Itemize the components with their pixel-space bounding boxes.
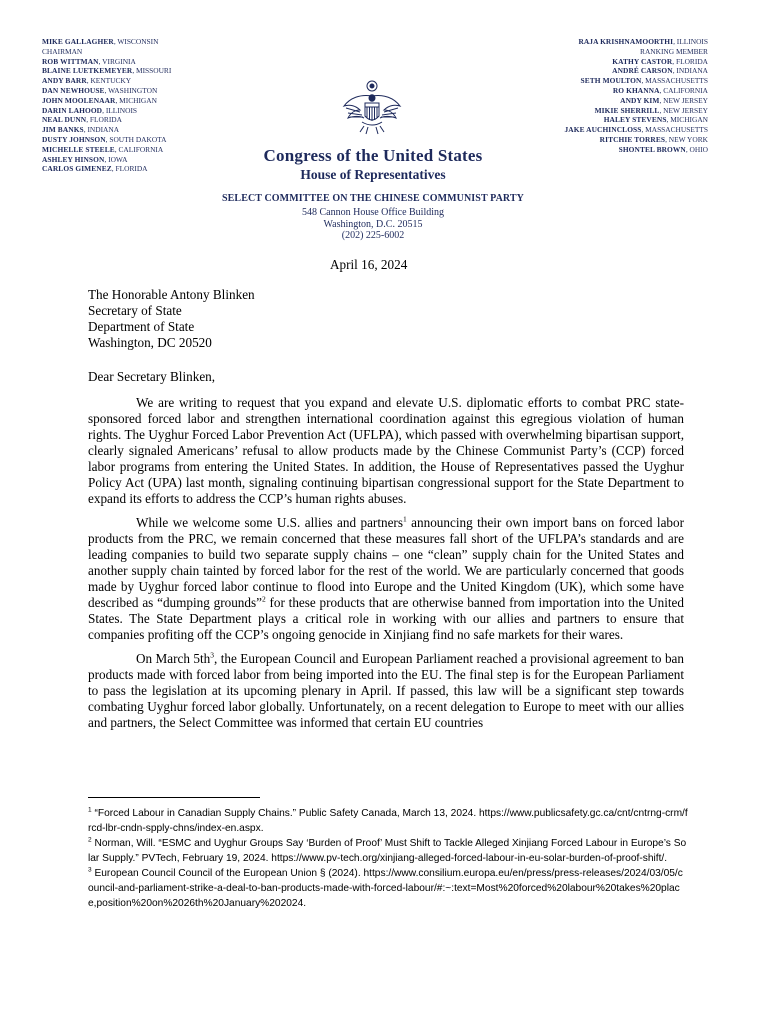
roster-member: JIM BANKS, INDIANA <box>42 125 120 135</box>
footnote-ref: 2 <box>261 594 266 604</box>
roster-member: RITCHIE TORRES, NEW YORK <box>599 134 708 144</box>
recipient-line: Secretary of State <box>88 303 182 318</box>
footnote-ref: 3 <box>210 650 215 660</box>
roster-member: DARIN LAHOOD, ILLINOIS <box>42 105 138 115</box>
roster-member: MIKIE SHERRILL, NEW JERSEY <box>594 105 708 115</box>
roster-member: RO KHANNA, CALIFORNIA <box>612 85 708 95</box>
roster-member: SETH MOULTON, MASSACHUSETTS <box>580 76 708 86</box>
footnote: $^1$ “Forced Labour in Canadian Supply Chains.” Public Safety Canada, March 13, 2024. https://www.publicsafety.gc.ca/cnt/cntrng-crm/frcd-lbr-cndn-spply-chns/index-en.aspx. <box>88 806 688 834</box>
roster-member: MICHELLE STEELE, CALIFORNIA <box>42 144 164 154</box>
letterhead-congress: Congress of the United States <box>263 146 483 165</box>
roster-member: CARLOS GIMENEZ, FLORIDA <box>42 164 148 174</box>
paragraph-3: On March $5th^3$, the European Council and European Parliament reached a provisional agreement to ban products made with forced labor from being imported into the EU. The final step is for the European Parliament to pass the legislation at its upcoming plenary in April. If passed, this law will be a significant step towards combating Uyghur forced labor globally. Unfortunately, on a recent delegation to Europe to meet with our allies and partners, the Select Committee was informed that certain EU countries <box>88 650 684 730</box>
paragraph-1: We are writing to request that you expand and elevate U.S. diplomatic efforts to combat PRC state-sponsored forced labor and strengthen international coordination against this egregious violation of human rights. The Uyghur Forced Labor Prevention Act (UFLPA), which passed with overwhelming bipartisan support, clearly signaled Americans’ refusal to allow products made by the Chinese Communist Party’s (CCP) forced labor programs from entering the United States. In addition, the House of Representatives passed the Uyghur Policy Act (UPA) last month, signaling continuing bipartisan congressional support for the State Department to expand its efforts to address the CCP’s human rights abuses. <box>88 395 684 506</box>
roster-member: ANDY KIM, NEW JERSEY <box>620 95 708 105</box>
address-line: Washington, D.C. 20515 <box>323 218 423 230</box>
footnote: $^3$ European Council Council of the European Union § (2024). https://www.consilium.europa.eu/en/press/press-releases/2024/03/05/council-and-parliament-strike-a-deal-to-ban-products-made-with-forced-labour/#:~:text=Most%20forced%20labour%20takes%20place,position%20on%2026th%20January%202024. <box>88 866 683 909</box>
recipient-line: The Honorable Antony Blinken <box>88 287 255 302</box>
letter-date: April 16, 2024 <box>330 257 408 272</box>
roster-member: JOHN MOOLENAAR, MICHIGAN <box>42 95 157 105</box>
paragraph-2: While we welcome some U.S. allies and partners$^1$ announcing their own import bans on forced labor products from the PRC, we remain concerned that these measures fall short of the UFLPA’s standards and are leading companies to build two separate supply chains – one “clean” supply chain for the United States and another supply chain tainted by forced labor for the rest of the world. We are particularly concerned that goods made by Uyghur forced labor continue to flood into Europe and the United Kingdom (UK), which some have described as “dumping grounds”$^2$ for these products that are otherwise banned from importation into the United States. The State Department plays a critical role in working with our allies and partners to ensure that companies profiting off the CCP’s ongoing genocide in Xinjiang find no safe markets for their wares. <box>88 514 684 642</box>
footnotes <box>88 806 688 911</box>
roster-member: CHAIRMAN <box>42 46 83 56</box>
recipient-line: Department of State <box>88 319 195 334</box>
roster-member: NEAL DUNN, FLORIDA <box>42 115 122 125</box>
roster-member: ASHLEY HINSON, IOWA <box>42 154 128 164</box>
footnote: $^2$ Norman, Will. “ESMC and Uyghur Groups Say ‘Burden of Proof’ Must Shift to Tackle Alleged Xinjiang Forced Labour in Europe’s Solar Supply.” PVTech, February 19, 2024. https://www.pv-tech.org/xinjiang-alleged-forced-labour-in-eu-solar-burden-of-proof-shift/. <box>88 836 687 864</box>
letterhead-house: House of Representatives <box>300 167 446 182</box>
recipient-address <box>88 287 684 351</box>
roster-member: DUSTY JOHNSON, SOUTH DAKOTA <box>42 134 167 144</box>
eagle-seal-icon <box>340 76 404 140</box>
roster-member: KATHY CASTOR, FLORIDA <box>612 56 708 66</box>
letter-body <box>88 395 684 739</box>
committee-roster-majority <box>42 37 171 174</box>
address-line: 548 Cannon House Office Building <box>301 207 445 218</box>
recipient-line: Washington, DC 20520 <box>88 335 212 350</box>
roster-member: ROB WITTMAN, VIRGINIA <box>42 56 136 66</box>
roster-member: ANDRÉ CARSON, INDIANA <box>612 66 708 76</box>
roster-member: RAJA KRISHNAMOORTHI, ILLINOIS <box>578 37 708 46</box>
roster-member: HALEY STEVENS, MICHIGAN <box>603 115 708 125</box>
roster-member: MIKE GALLAGHER, WISCONSIN <box>42 37 159 46</box>
footnote-divider <box>88 797 260 798</box>
letterhead-address <box>200 207 546 242</box>
letterhead-committee: SELECT COMMITTEE ON THE CHINESE COMMUNIST PARTY <box>222 193 524 204</box>
roster-member: JAKE AUCHINCLOSS, MASSACHUSETTS <box>564 125 708 135</box>
roster-member: RANKING MEMBER <box>640 46 708 56</box>
roster-member: ANDY BARR, KENTUCKY <box>42 76 132 86</box>
phone-number: (202) 225-6002 <box>341 230 405 242</box>
roster-member: DAN NEWHOUSE, WASHINGTON <box>42 85 158 95</box>
committee-roster-minority <box>565 37 709 155</box>
footnote-ref: 1 <box>402 514 407 524</box>
salutation: Dear Secretary Blinken, <box>88 369 216 384</box>
roster-member: SHONTEL BROWN, OHIO <box>618 144 708 154</box>
roster-member: BLAINE LUETKEMEYER, MISSOURI <box>42 66 172 76</box>
